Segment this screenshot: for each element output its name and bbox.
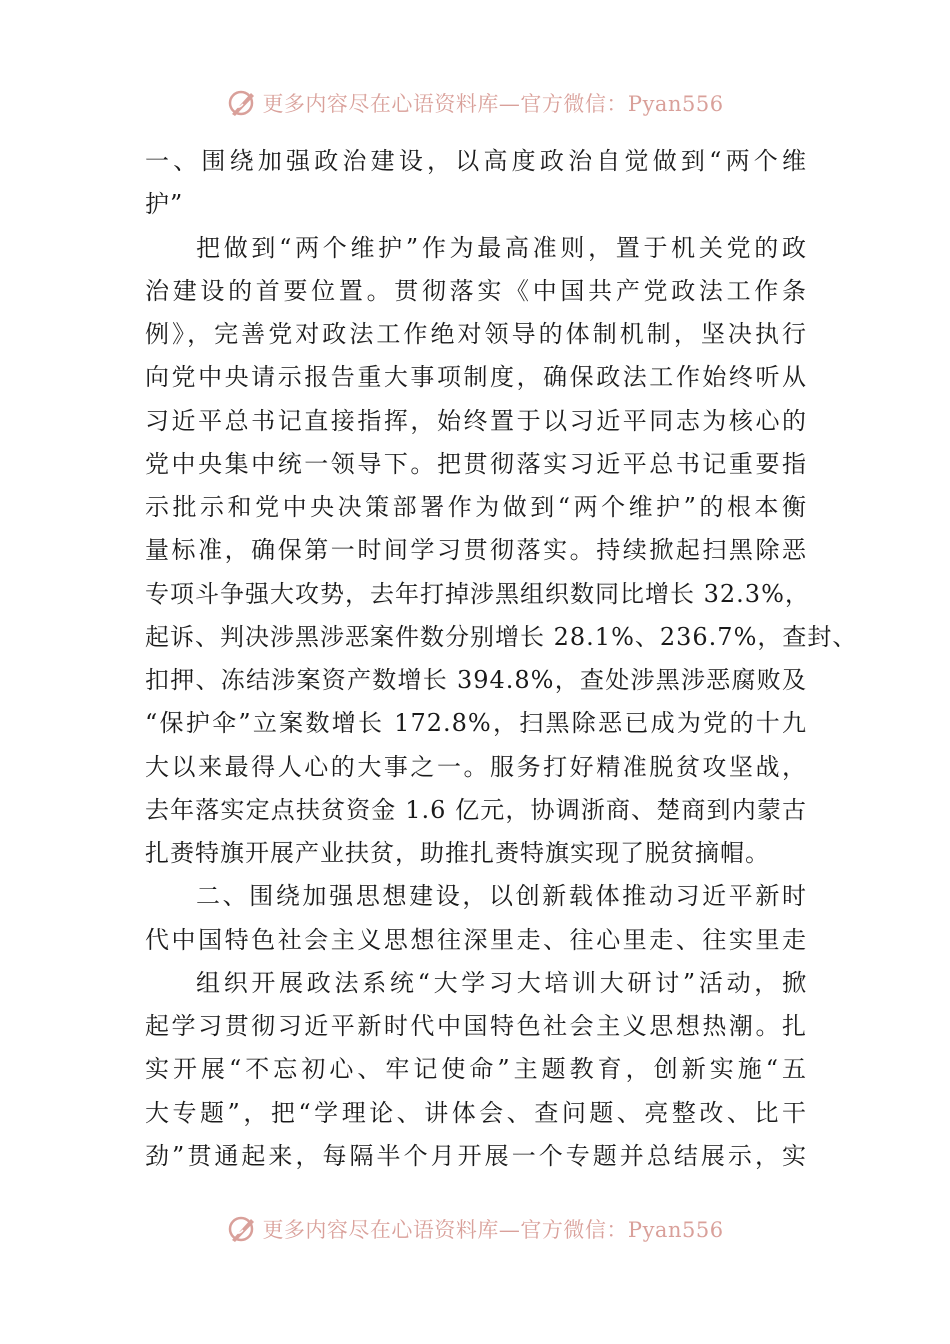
text-line: 代中国特色社会主义思想往深里走、往心里走、往实里走 bbox=[145, 925, 807, 954]
text-line: 去年落实定点扶贫资金 1.6 亿元，协调浙商、楚商到内蒙古 bbox=[145, 795, 807, 824]
text-line: 把做到“两个维护”作为最高准则，置于机关党的政 bbox=[196, 233, 807, 262]
text-line: 治建设的首要位置。贯彻落实《中国共产党政法工作条 bbox=[145, 276, 807, 305]
text-line: 大专题”，把“学理论、讲体会、查问题、亮整改、比干 bbox=[145, 1098, 807, 1127]
text-line: 例》，完善党对政法工作绝对领导的体制机制，坚决执行 bbox=[145, 320, 807, 348]
text-line: 专项斗争强大攻势，去年打掉涉黑组织数同比增长 32.3%， bbox=[145, 579, 810, 608]
text-line: 量标准，确保第一时间学习贯彻落实。持续掀起扫黑除恶 bbox=[145, 536, 807, 565]
text-line: 组织开展政法系统“大学习大培训大研讨”活动，掀 bbox=[196, 968, 807, 997]
text-line: 起学习贯彻习近平新时代中国特色社会主义思想热潮。扎 bbox=[145, 1012, 807, 1040]
document-body bbox=[145, 140, 858, 1178]
text-line: 一、围绕加强政治建设，以高度政治自觉做到“两个维 bbox=[145, 147, 807, 175]
watermark-banner-top bbox=[0, 86, 950, 120]
text-line: 扎赉特旗开展产业扶贫，助推扎赉特旗实现了脱贫摘帽。 bbox=[145, 839, 770, 867]
text-line: 护” bbox=[145, 190, 184, 219]
text-line: 党中央集中统一领导下。把贯彻落实习近平总书记重要指 bbox=[145, 449, 807, 478]
watermark-text: 更多内容尽在心语资料库—官方微信：Pyan556 bbox=[262, 92, 724, 116]
text-line: 实开展“不忘初心、牢记使命”主题教育，创新实施“五 bbox=[145, 1055, 807, 1084]
pen-circle-logo-icon bbox=[226, 1213, 258, 1245]
text-line: 向党中央请示报告重大事项制度，确保政法工作始终听从 bbox=[145, 363, 807, 392]
text-line: “保护伞”立案数增长 172.8%，扫黑除恶已成为党的十九 bbox=[145, 709, 807, 738]
text-line: 扣押、冻结涉案资产数增长 394.8%，查处涉黑涉恶腐败及 bbox=[145, 666, 807, 694]
watermark-text: 更多内容尽在心语资料库—官方微信：Pyan556 bbox=[262, 1218, 724, 1242]
text-line: 大以来最得人心的大事之一。服务打好精准脱贫攻坚战， bbox=[145, 752, 807, 781]
text-line: 示批示和党中央决策部署作为做到“两个维护”的根本衡 bbox=[145, 493, 807, 521]
pen-circle-logo-icon bbox=[226, 87, 258, 119]
text-line: 劲”贯通起来，每隔半个月开展一个专题并总结展示，实 bbox=[145, 1141, 807, 1170]
text-line: 习近平总书记直接指挥，始终置于以习近平同志为核心的 bbox=[145, 406, 807, 435]
text-line: 起诉、判决涉黑涉恶案件数分别增长 28.1%、236.7%，查封、 bbox=[145, 622, 858, 651]
watermark-banner-bottom bbox=[0, 1212, 950, 1246]
text-line: 二、围绕加强思想建设，以创新载体推动习近平新时 bbox=[196, 882, 807, 911]
